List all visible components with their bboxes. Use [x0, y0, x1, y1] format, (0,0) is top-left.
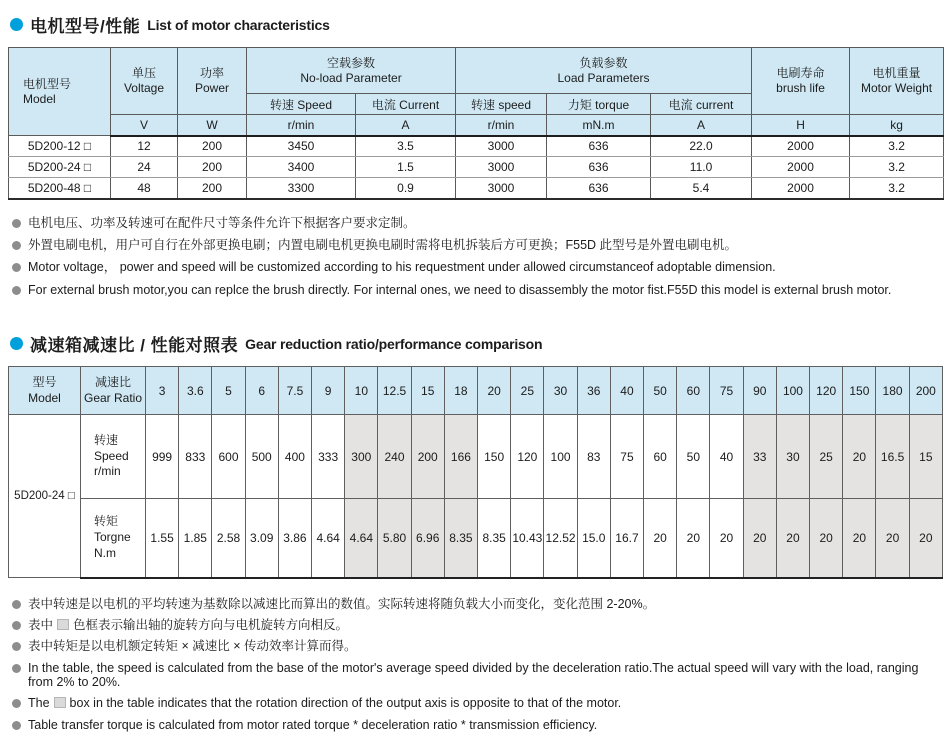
- header-model: [9, 48, 111, 136]
- speed-value-cell: 16.5: [876, 415, 909, 499]
- header-load-en: Load Parameters: [456, 71, 751, 86]
- gear-ratio-table: [8, 366, 943, 579]
- note-text: In the table, the speed is calculated from the base of the motor's average speed divided by the deceleration ratio.The actual speed will vary with the load, ranging from 2% to 20%.: [28, 661, 943, 690]
- header-voltage-zh: 单压: [111, 66, 177, 81]
- note-text: 外置电刷电机，用户可自行在外部更换电刷；内置电刷电机更换电刷时需将电机拆装后方可更换；F55D 此型号是外置电刷电机。: [28, 238, 737, 252]
- torque-value-cell: 16.7: [610, 499, 643, 578]
- ratio-header-cell: 10: [345, 367, 378, 415]
- header-model2-en: Model: [9, 391, 80, 407]
- header-gear-ratio-zh: 减速比: [81, 375, 145, 391]
- value-cell: 3.5: [356, 136, 456, 157]
- ratio-header-cell: 90: [743, 367, 776, 415]
- ratio-header-cell: 6: [245, 367, 278, 415]
- section2-title-zh: 减速箱减速比 / 性能对照表: [30, 331, 238, 356]
- header-load-group: [456, 48, 752, 94]
- header-noload-en: No-load Parameter: [247, 71, 455, 86]
- value-cell: 2000: [752, 178, 850, 199]
- torque-value-cell: 8.35: [444, 499, 477, 578]
- note-line: [11, 639, 943, 653]
- header-noload-group: [247, 48, 456, 94]
- speed-value-cell: 75: [610, 415, 643, 499]
- speed-value-cell: 999: [146, 415, 179, 499]
- value-cell: 636: [547, 178, 651, 199]
- note-line: [11, 696, 943, 710]
- ratio-header-cell: 3.6: [179, 367, 212, 415]
- gear-notes: [11, 597, 943, 732]
- speed-label-zh: 转速: [94, 433, 145, 449]
- ratio-header-cell: 40: [610, 367, 643, 415]
- note-text: Table transfer torque is calculated from motor rated torque * deceleration ratio * transmission efficiency.: [28, 718, 597, 732]
- model-value-cell: 5D200-48 □: [9, 178, 111, 199]
- note-line: [11, 661, 943, 690]
- note-text: 电机电压、功率及转速可在配件尺寸等条件允许下根据客户要求定制。: [28, 216, 416, 230]
- value-cell: 3000: [456, 157, 547, 178]
- ratio-header-cell: 20: [478, 367, 511, 415]
- value-cell: 24: [111, 157, 178, 178]
- ratio-header-cell: 60: [677, 367, 710, 415]
- note-text: 表中转矩是以电机额定转矩 × 减速比 × 传动效率计算而得。: [28, 639, 357, 653]
- note-line: [11, 238, 943, 252]
- speed-value-cell: 60: [644, 415, 677, 499]
- bullet-icon: [12, 699, 21, 708]
- speed-row-label: [81, 415, 146, 499]
- value-cell: 3.2: [850, 157, 944, 178]
- ratio-header-cell: 5: [212, 367, 245, 415]
- value-cell: 12: [111, 136, 178, 157]
- bullet-icon: [12, 642, 21, 651]
- speed-value-cell: 150: [478, 415, 511, 499]
- speed-value-cell: 100: [544, 415, 577, 499]
- torque-value-cell: 3.86: [278, 499, 311, 578]
- torque-value-cell: 12.52: [544, 499, 577, 578]
- motor-notes: [11, 216, 943, 298]
- header-motor-weight-en: Motor Weight: [850, 81, 943, 96]
- value-cell: 1.5: [356, 157, 456, 178]
- header-load-zh: 负载参数: [456, 56, 751, 71]
- torque-value-cell: 1.85: [179, 499, 212, 578]
- motor-table-row: [9, 178, 944, 199]
- torque-value-cell: 20: [743, 499, 776, 578]
- speed-value-cell: 30: [776, 415, 809, 499]
- ratio-header-cell: 7.5: [278, 367, 311, 415]
- unit-load-current: A: [651, 115, 752, 136]
- speed-value-cell: 120: [511, 415, 544, 499]
- motor-table-row: [9, 136, 944, 157]
- section-gear-ratio-heading: [10, 331, 943, 356]
- header-gear-ratio-en: Gear Ratio: [81, 391, 145, 407]
- section1-title-en: List of motor characteristics: [147, 17, 329, 33]
- ratio-header-cell: 150: [843, 367, 876, 415]
- value-cell: 0.9: [356, 178, 456, 199]
- unit-load-torque: mN.m: [547, 115, 651, 136]
- speed-value-cell: 400: [278, 415, 311, 499]
- header-voltage-en: Voltage: [111, 81, 177, 96]
- bullet-icon: [12, 263, 21, 272]
- header-load-current: 电流 current: [651, 94, 752, 115]
- unit-power: W: [178, 115, 247, 136]
- value-cell: 11.0: [651, 157, 752, 178]
- gray-box-swatch: [57, 619, 69, 630]
- torque-value-cell: 6.96: [411, 499, 444, 578]
- bullet-icon: [12, 664, 21, 673]
- torque-value-cell: 20: [644, 499, 677, 578]
- header-brush-life-en: brush life: [752, 81, 849, 96]
- torque-label-zh: 转矩: [94, 514, 145, 530]
- header-noload-zh: 空载参数: [247, 56, 455, 71]
- value-cell: 48: [111, 178, 178, 199]
- value-cell: 3000: [456, 136, 547, 157]
- header-power-zh: 功率: [178, 66, 246, 81]
- speed-label-unit: r/min: [94, 464, 145, 480]
- gear-model-cell: 5D200-24 □: [9, 415, 81, 578]
- ratio-header-cell: 200: [909, 367, 942, 415]
- section2-title-en: Gear reduction ratio/performance comparison: [245, 336, 542, 352]
- speed-value-cell: 50: [677, 415, 710, 499]
- torque-label-en: Torgne: [94, 530, 145, 546]
- note-text: For external brush motor,you can replce the brush directly. For internal ones, we need to disassembly the motor fist.F55D this model is external brush motor.: [28, 283, 891, 297]
- ratio-header-cell: 180: [876, 367, 909, 415]
- note-text: 表中 色框表示输出轴的旋转方向与电机旋转方向相反。: [28, 618, 348, 632]
- ratio-header-cell: 15: [411, 367, 444, 415]
- bullet-icon: [12, 241, 21, 250]
- header-brush-life-zh: 电刷寿命: [752, 66, 849, 81]
- bullet-icon: [12, 721, 21, 730]
- speed-value-cell: 15: [909, 415, 942, 499]
- note-line: [11, 283, 943, 297]
- torque-value-cell: 15.0: [577, 499, 610, 578]
- value-cell: 2000: [752, 136, 850, 157]
- header-model-en: Model: [23, 92, 110, 107]
- torque-value-cell: 3.09: [245, 499, 278, 578]
- header-noload-speed: 转速 Speed: [247, 94, 356, 115]
- speed-value-cell: 40: [710, 415, 743, 499]
- ratio-header-cell: 25: [511, 367, 544, 415]
- model-value-cell: 5D200-12 □: [9, 136, 111, 157]
- ratio-header-cell: 120: [810, 367, 843, 415]
- ratio-header-cell: 3: [146, 367, 179, 415]
- unit-weight: kg: [850, 115, 944, 136]
- torque-value-cell: 20: [810, 499, 843, 578]
- section-motor-characteristics-heading: [10, 12, 943, 37]
- torque-value-cell: 1.55: [146, 499, 179, 578]
- ratio-header-cell: 100: [776, 367, 809, 415]
- torque-value-cell: 8.35: [478, 499, 511, 578]
- bullet-icon: [12, 621, 21, 630]
- header-model2: [9, 367, 81, 415]
- torque-value-cell: 4.64: [312, 499, 345, 578]
- header-load-torque: 力矩 torque: [547, 94, 651, 115]
- torque-label-unit: N.m: [94, 546, 145, 562]
- header-model-zh: 电机型号: [23, 77, 110, 92]
- value-cell: 3400: [247, 157, 356, 178]
- header-power-en: Power: [178, 81, 246, 96]
- unit-noload-speed: r/min: [247, 115, 356, 136]
- torque-value-cell: 20: [677, 499, 710, 578]
- value-cell: 3450: [247, 136, 356, 157]
- speed-value-cell: 500: [245, 415, 278, 499]
- unit-noload-current: A: [356, 115, 456, 136]
- header-load-speed: 转速 speed: [456, 94, 547, 115]
- note-text: Motor voltage， power and speed will be customized according to his requestment under allowed circumstanceof adoptable dimension.: [28, 260, 776, 274]
- section1-title-zh: 电机型号/性能: [30, 12, 140, 37]
- value-cell: 636: [547, 157, 651, 178]
- gray-box-swatch: [54, 697, 66, 708]
- header-gear-ratio: [81, 367, 146, 415]
- speed-value-cell: 240: [378, 415, 411, 499]
- note-text: 表中转速是以电机的平均转速为基数除以减速比而算出的数值。实际转速将随负载大小而变化，变化范围 2-20%。: [28, 597, 655, 611]
- model-value-cell: 5D200-24 □: [9, 157, 111, 178]
- note-line: [11, 618, 943, 632]
- unit-brush-life: H: [752, 115, 850, 136]
- header-brush-life: [752, 48, 850, 115]
- torque-value-cell: 10.43: [511, 499, 544, 578]
- header-motor-weight-zh: 电机重量: [850, 66, 943, 81]
- speed-value-cell: 200: [411, 415, 444, 499]
- value-cell: 200: [178, 157, 247, 178]
- motor-table-row: [9, 157, 944, 178]
- torque-value-cell: 20: [843, 499, 876, 578]
- torque-row-label: [81, 499, 146, 578]
- note-line: [11, 597, 943, 611]
- value-cell: 200: [178, 136, 247, 157]
- speed-value-cell: 33: [743, 415, 776, 499]
- ratio-header-cell: 30: [544, 367, 577, 415]
- value-cell: 3.2: [850, 136, 944, 157]
- bullet-icon: [12, 219, 21, 228]
- header-motor-weight: [850, 48, 944, 115]
- torque-value-cell: 20: [876, 499, 909, 578]
- value-cell: 2000: [752, 157, 850, 178]
- note-text: The box in the table indicates that the rotation direction of the output axis is opposite to that of the motor.: [28, 696, 621, 710]
- speed-value-cell: 833: [179, 415, 212, 499]
- value-cell: 3300: [247, 178, 356, 199]
- ratio-header-cell: 9: [312, 367, 345, 415]
- speed-value-cell: 600: [212, 415, 245, 499]
- blue-dot-icon: [10, 337, 23, 350]
- speed-label-en: Speed: [94, 449, 145, 465]
- speed-value-cell: 300: [345, 415, 378, 499]
- unit-load-speed: r/min: [456, 115, 547, 136]
- torque-value-cell: 2.58: [212, 499, 245, 578]
- header-model2-zh: 型号: [9, 375, 80, 391]
- torque-value-cell: 4.64: [345, 499, 378, 578]
- bullet-icon: [12, 286, 21, 295]
- value-cell: 3000: [456, 178, 547, 199]
- bullet-icon: [12, 600, 21, 609]
- speed-value-cell: 333: [312, 415, 345, 499]
- blue-dot-icon: [10, 18, 23, 31]
- ratio-header-cell: 12.5: [378, 367, 411, 415]
- header-noload-current: 电流 Current: [356, 94, 456, 115]
- value-cell: 636: [547, 136, 651, 157]
- ratio-header-cell: 18: [444, 367, 477, 415]
- note-line: [11, 216, 943, 230]
- ratio-header-cell: 50: [644, 367, 677, 415]
- speed-value-cell: 166: [444, 415, 477, 499]
- motor-characteristics-table: [8, 47, 944, 200]
- value-cell: 200: [178, 178, 247, 199]
- speed-value-cell: 25: [810, 415, 843, 499]
- note-line: [11, 260, 943, 274]
- value-cell: 5.4: [651, 178, 752, 199]
- ratio-header-cell: 75: [710, 367, 743, 415]
- value-cell: 22.0: [651, 136, 752, 157]
- ratio-header-cell: 36: [577, 367, 610, 415]
- value-cell: 3.2: [850, 178, 944, 199]
- header-power: [178, 48, 247, 115]
- header-voltage: [111, 48, 178, 115]
- speed-value-cell: 83: [577, 415, 610, 499]
- torque-value-cell: 20: [909, 499, 942, 578]
- torque-value-cell: 20: [710, 499, 743, 578]
- torque-value-cell: 5.80: [378, 499, 411, 578]
- torque-value-cell: 20: [776, 499, 809, 578]
- unit-voltage: V: [111, 115, 178, 136]
- speed-value-cell: 20: [843, 415, 876, 499]
